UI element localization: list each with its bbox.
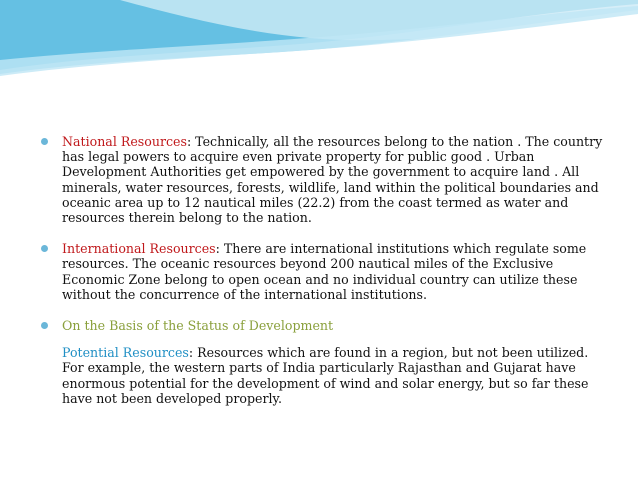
heading-status-of-development: On the Basis of the Status of Development [62,318,334,334]
potential-resources-text: : Resources which are found in a region, but not been utilized. For example, the western parts of India particularly Rajasthan and Gujarat have enormous potential for the development of wind and solar energy, but so far these have not been developed properly. [62,345,589,406]
heading-potential-resources: Potential Resources [62,345,189,361]
heading-international-resources: International Resources [62,241,216,257]
header-wave-decoration [0,0,638,80]
bullet-icon [41,138,48,145]
bullet-icon [41,322,48,329]
content-body [40,134,610,406]
potential-resources-paragraph [40,345,610,406]
national-resources-text: : Technically, all the resources belong to the nation . The country has legal powers to acquire even private property for public good . Urban Development Authorities get empowered by the government to acquire land . All minerals, water resources, forests, wildlife, land within the political boundaries and oceanic area up to 12 nautical miles (22.2) from the coast termed as water and resources therein belong to the nation. [62,134,603,226]
bullet-national-resources [40,134,610,225]
bullet-text [62,241,610,302]
bullet-international-resources [40,241,610,302]
bullet-icon [41,245,48,252]
bullet-status-of-development [40,318,610,333]
bullet-text [62,134,610,225]
international-resources-text: : There are international institutions which regulate some resources. The oceanic resources beyond 200 nautical miles of the Exclusive Economic Zone belong to open ocean and no individual country can utilize these without the concurrence of the international institutions. [62,241,587,302]
heading-national-resources: National Resources [62,134,187,149]
